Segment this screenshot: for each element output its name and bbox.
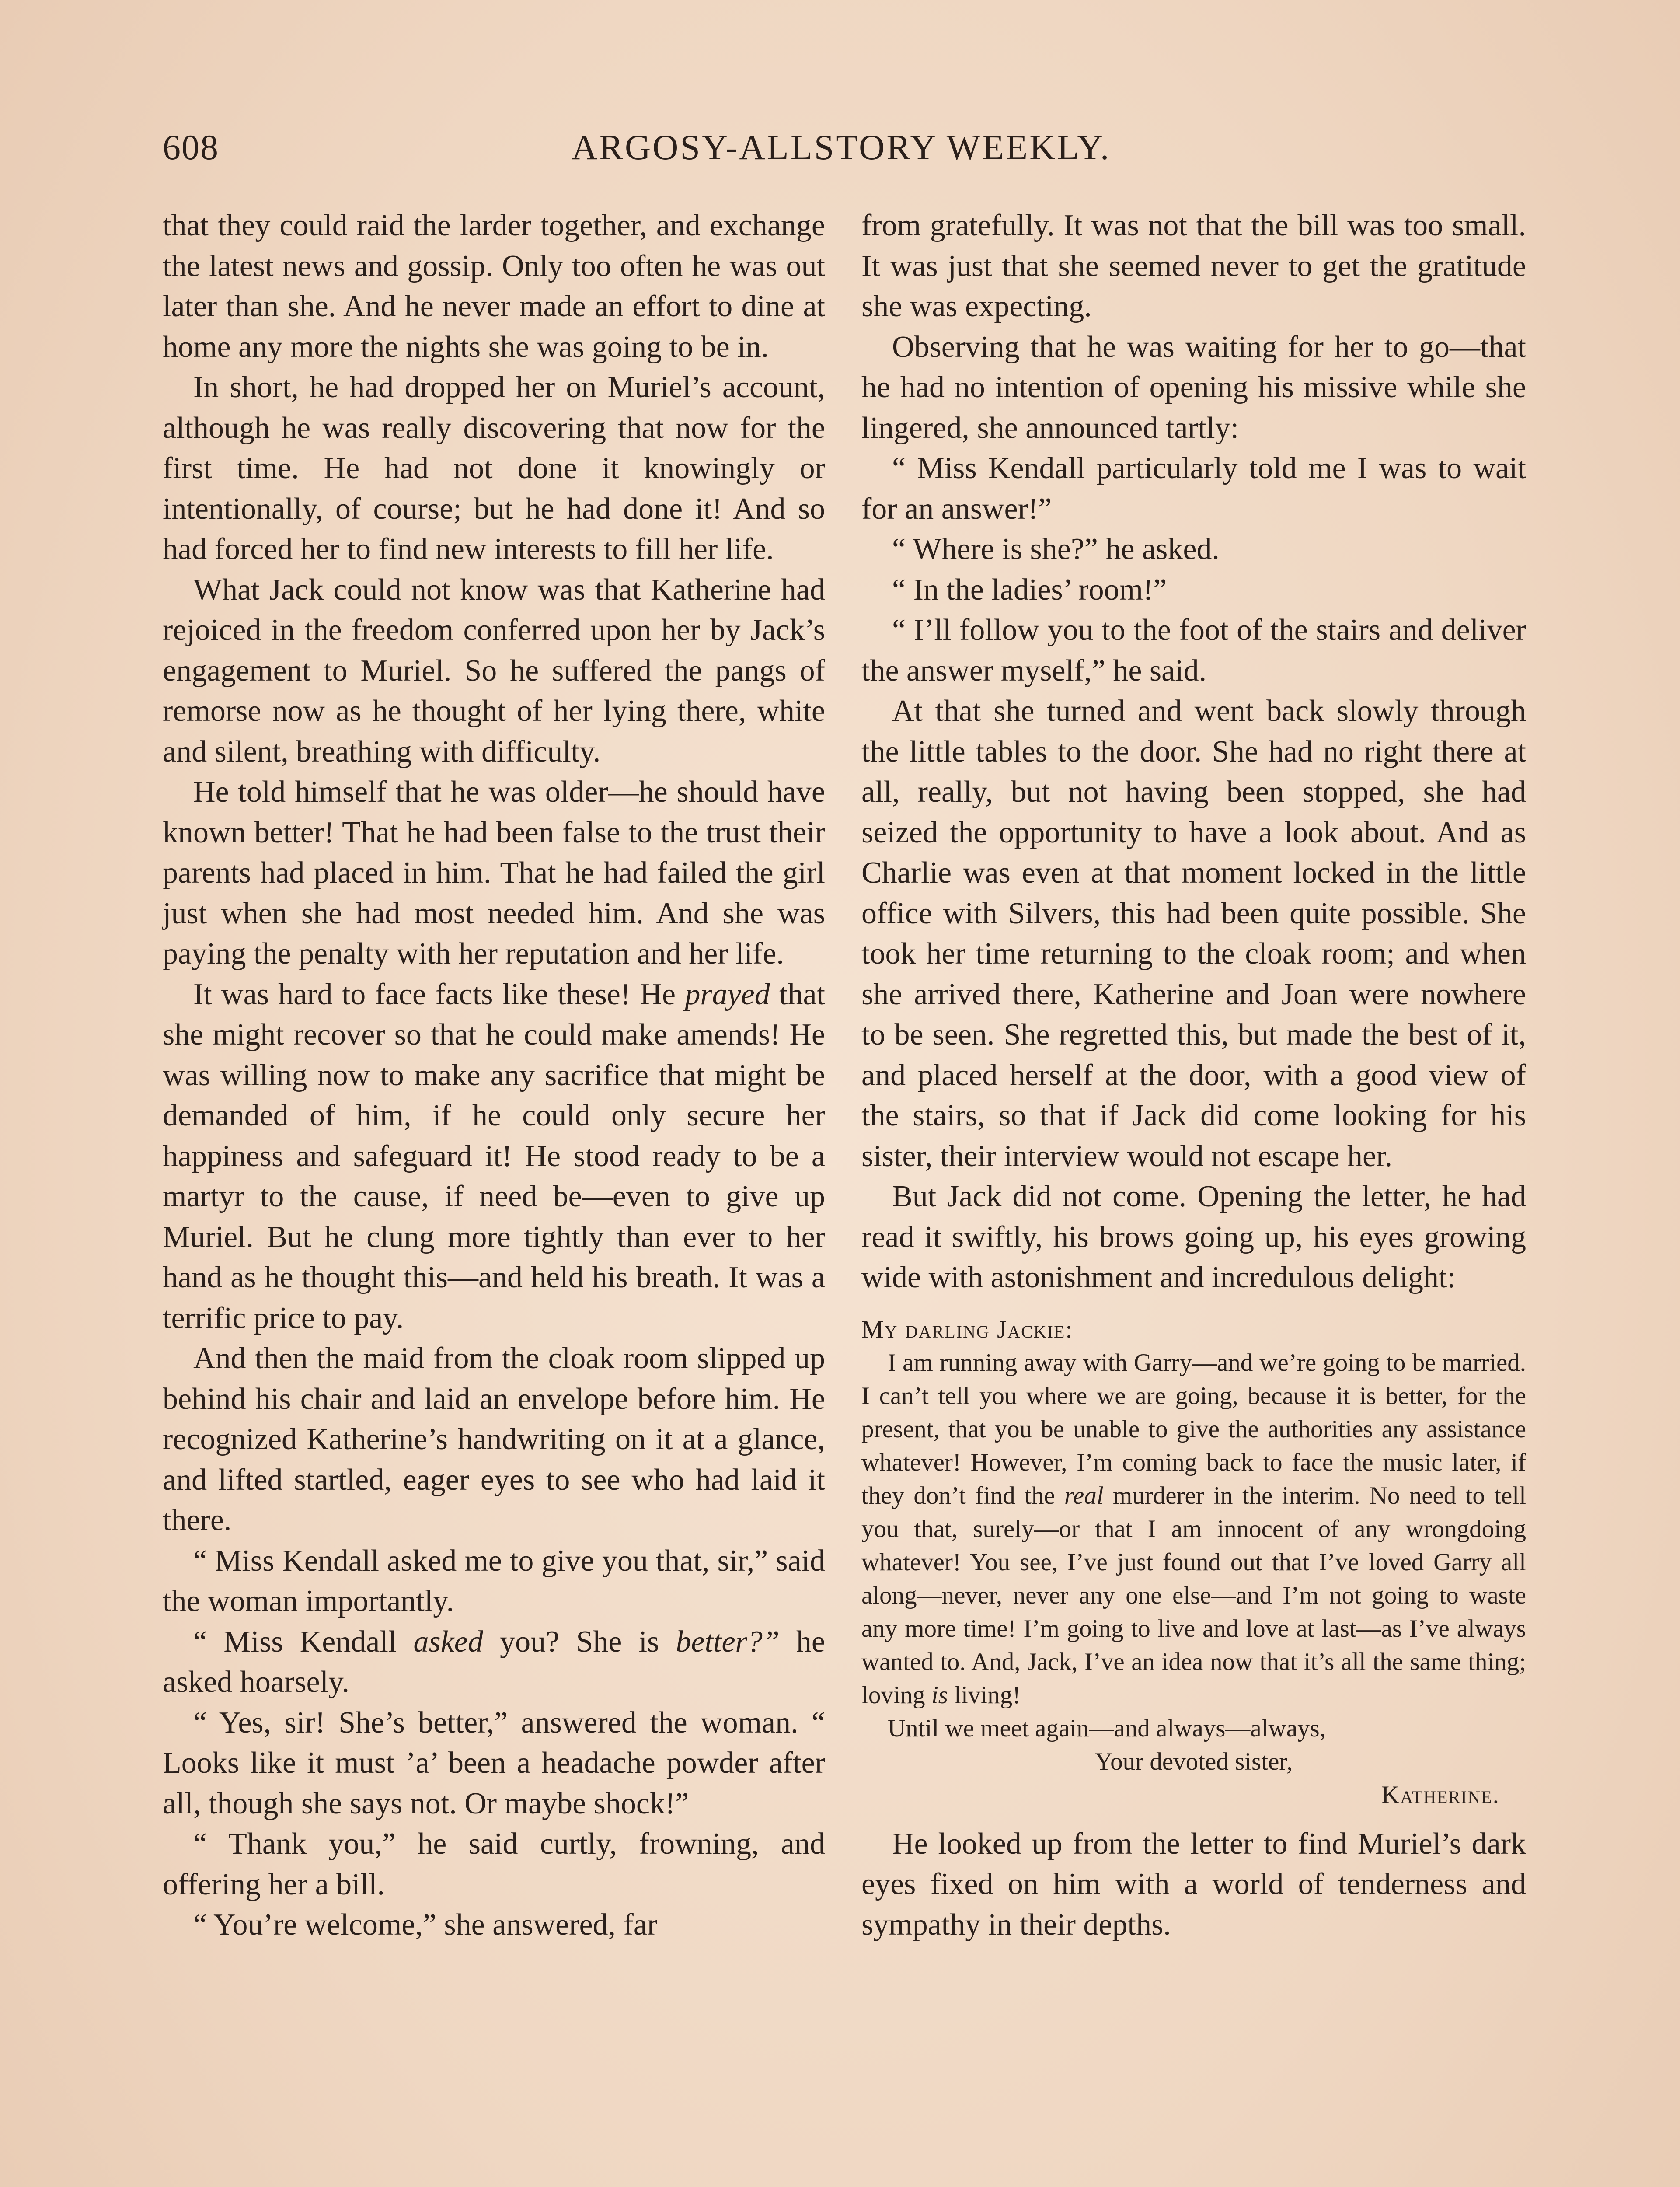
left-column (163, 206, 825, 1946)
letter-closing-sister: Your devoted sister, (1094, 1747, 1293, 1775)
paragraph: that they could raid the larder together, and exchange the latest news and gossip. Only too often he was out later than she. And he never made an effort to dine at home any more the nights she was going to be in. (163, 209, 825, 364)
paragraph: “ Miss Kendall particularly told me I was to wait for an answer!” (861, 451, 1526, 526)
right-column (861, 206, 1526, 1945)
text-span: “ Miss Kendall (193, 1625, 414, 1659)
paragraph: “ I’ll follow you to the foot of the stairs and deliver the answer myself,” he said. (861, 613, 1526, 688)
paragraph: “ Where is she?” he asked. (892, 532, 1220, 566)
running-title: ARGOSY-ALLSTORY WEEKLY. (572, 127, 1111, 167)
letter-body (861, 1346, 1526, 1712)
text-span: living! (948, 1681, 1021, 1709)
text-span: you? She is (483, 1625, 676, 1659)
text-span: murderer in the interim. No need to tell you that, surely—or that I am innocent of any wrongdoing whatever! You see, I’ve just found out that I’ve loved Garry all along—never, never any one else—and I’m not going to waste any more time! I’m going to live and love at last—as I’ve always wanted to. And, Jack, I’ve an idea now that it’s all the same thing; loving (861, 1481, 1526, 1709)
letter-closing: Until we meet again—and always—always, (888, 1714, 1326, 1742)
paragraph: At that she turned and went back slowly through the little tables to the door. She had no right there at all, really, but not having been stopped, she had seized the opportunity to have a look about. And as Charlie was even at that moment locked in the little office with Silvers, this had been quite possible. She took her time returning to the cloak room; and when she arrived there, Katherine and Joan were nowhere to be seen. She regretted this, but made the best of it, and placed herself at the door, with a good view of the stairs, so that if Jack did come looking for his sister, their interview would not escape her. (861, 694, 1526, 1173)
page-number: 608 (163, 127, 219, 167)
paragraph: “ You’re welcome,” she answered, far (193, 1908, 658, 1942)
paragraph: from gratefully. It was not that the bill was too small. It was just that she seemed never to get the gratitude she was expecting. (861, 209, 1526, 323)
letter-salutation: My darling Jackie: (861, 1315, 1074, 1343)
embedded-letter (861, 1313, 1526, 1812)
paragraph: “ In the ladies’ room!” (892, 573, 1167, 607)
paragraph: He told himself that he was older—he should have known better! That he had been false to the trust their parents had placed in him. That he had failed the girl just when she had most needed him. And she was paying the penalty with her reputation and her life. (163, 775, 825, 971)
text-span: he asked hoarsely. (163, 1625, 826, 1699)
paragraph: In short, he had dropped her on Muriel’s account, although he was really discovering that now for the first time. He had not done it knowingly or intentionally, of course; but he had done it! And so had forced her to find new interests to fill her life. (163, 370, 825, 566)
paragraph: “ Yes, sir! She’s better,” answered the woman. “ Looks like it must ’a’ been a headache powder after all, though she says not. Or maybe shock!” (163, 1705, 825, 1820)
emphasis: prayed (685, 977, 770, 1011)
paragraph: “ Thank you,” he said curtly, frowning, and offering her a bill. (163, 1827, 825, 1901)
paragraph: What Jack could not know was that Katherine had rejoiced in the freedom conferred upon her by Jack’s engagement to Muriel. So he suffered the pangs of remorse now as he thought of her lying there, white and silent, breathing with difficulty. (163, 573, 825, 769)
text-span: It was hard to face facts like these! He (193, 977, 685, 1011)
paragraph (163, 975, 825, 1339)
letter-signature: Katherine. (1381, 1781, 1500, 1809)
emphasis: is (931, 1681, 948, 1709)
paragraph: But Jack did not come. Opening the letter, he had read it swiftly, his brows going up, his eyes growing wide with astonishment and incredulous delight: (861, 1180, 1526, 1294)
emphasis: asked (413, 1625, 483, 1659)
text-span: that she might recover so that he could make amends! He was willing now to make any sacrifice that might be demanded of him, if he could only secure her happiness and safeguard it! He stood ready to be a martyr to the cause, if need be—even to give up Muriel. But he clung more tightly than ever to her hand as he thought this—and held his breath. It was a terrific price to pay. (163, 977, 825, 1335)
page-header (163, 127, 1527, 179)
paragraph: “ Miss Kendall asked me to give you that, sir,” said the woman importantly. (163, 1544, 825, 1618)
paragraph: He looked up from the letter to find Muriel’s dark eyes fixed on him with a world of tenderness and sympathy in their depths. (861, 1827, 1526, 1942)
text-span: I am running away with Garry—and we’re going to be married. I can’t tell you where we are going, because it is better, for the present, that you be unable to give the authorities any assistance whatever! However, I’m coming back to face the music later, if they don’t find the (861, 1349, 1526, 1509)
emphasis: better?” (676, 1625, 780, 1659)
paragraph: Observing that he was waiting for her to go—that he had no intention of opening his missive while she lingered, she announced tartly: (861, 330, 1526, 445)
paragraph: And then the maid from the cloak room slipped up behind his chair and laid an envelope before him. He recognized Katherine’s handwriting on it at a glance, and lifted startled, eager eyes to see who had laid it there. (163, 1342, 825, 1537)
paragraph (163, 1622, 825, 1703)
emphasis: real (1064, 1481, 1104, 1509)
